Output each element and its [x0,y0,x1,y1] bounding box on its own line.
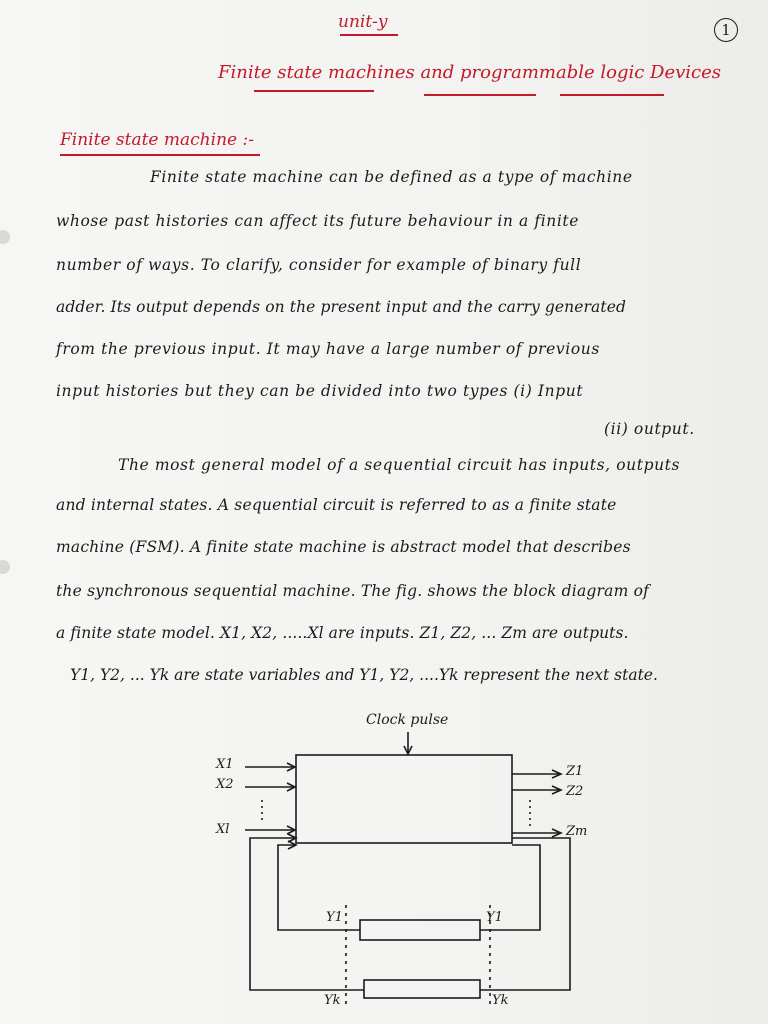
page-number: 1 [714,18,738,42]
input-label: X2 [216,777,234,792]
state-variable-label: Yk [324,993,341,1008]
output-label: Z1 [566,764,584,779]
memory-element-1 [360,920,480,940]
clock-pulse-label: Clock pulse [366,712,449,728]
paragraph1-line: adder. Its output depends on the present input and the carry generated [56,298,626,316]
paragraph2-line: machine (FSM). A finite state machine is abstract model that describes [56,538,631,556]
state-variable-label: Y1 [326,910,343,925]
paragraph1-line: number of ways. To clarify, consider for example of binary full [56,256,582,274]
output-label: Zm [566,824,588,839]
page-title: Finite state machines and programmable logic Devices [218,62,722,83]
unit-label: unit-y [338,12,388,32]
paragraph2-line: Y1, Y2, ... Yk are state variables and Y1, Y2, ....Yk represent the next state. [70,666,658,684]
paragraph1-line: input histories but they can be divided into two types (i) Input [56,382,584,400]
paragraph1-line: (ii) output. [604,420,695,438]
paragraph2-line: a finite state model. X1, X2, .....Xl are inputs. Z1, Z2, ... Zm are outputs. [56,624,629,642]
paragraph2-line: the synchronous sequential machine. The fig. shows the block diagram of [56,582,650,600]
combinational-logic-block [296,755,512,843]
next-state-label: Y1 [486,910,503,925]
paragraph1-line: whose past histories can affect its future behaviour in a finite [56,212,580,230]
paragraph1-line: Finite state machine can be defined as a type of machine [150,168,633,186]
section-heading: Finite state machine :- [60,130,254,150]
output-label: Z2 [566,784,584,799]
paragraph2-line: and internal states. A sequential circuit is referred to as a finite state [56,496,617,514]
input-label: X1 [216,757,234,772]
paragraph2-line: The most general model of a sequential circuit has inputs, outputs [118,456,681,474]
input-label: Xl [216,822,230,837]
memory-element-2 [364,980,480,998]
next-state-label: Yk [492,993,509,1008]
paragraph1-line: from the previous input. It may have a large number of previous [56,340,600,358]
